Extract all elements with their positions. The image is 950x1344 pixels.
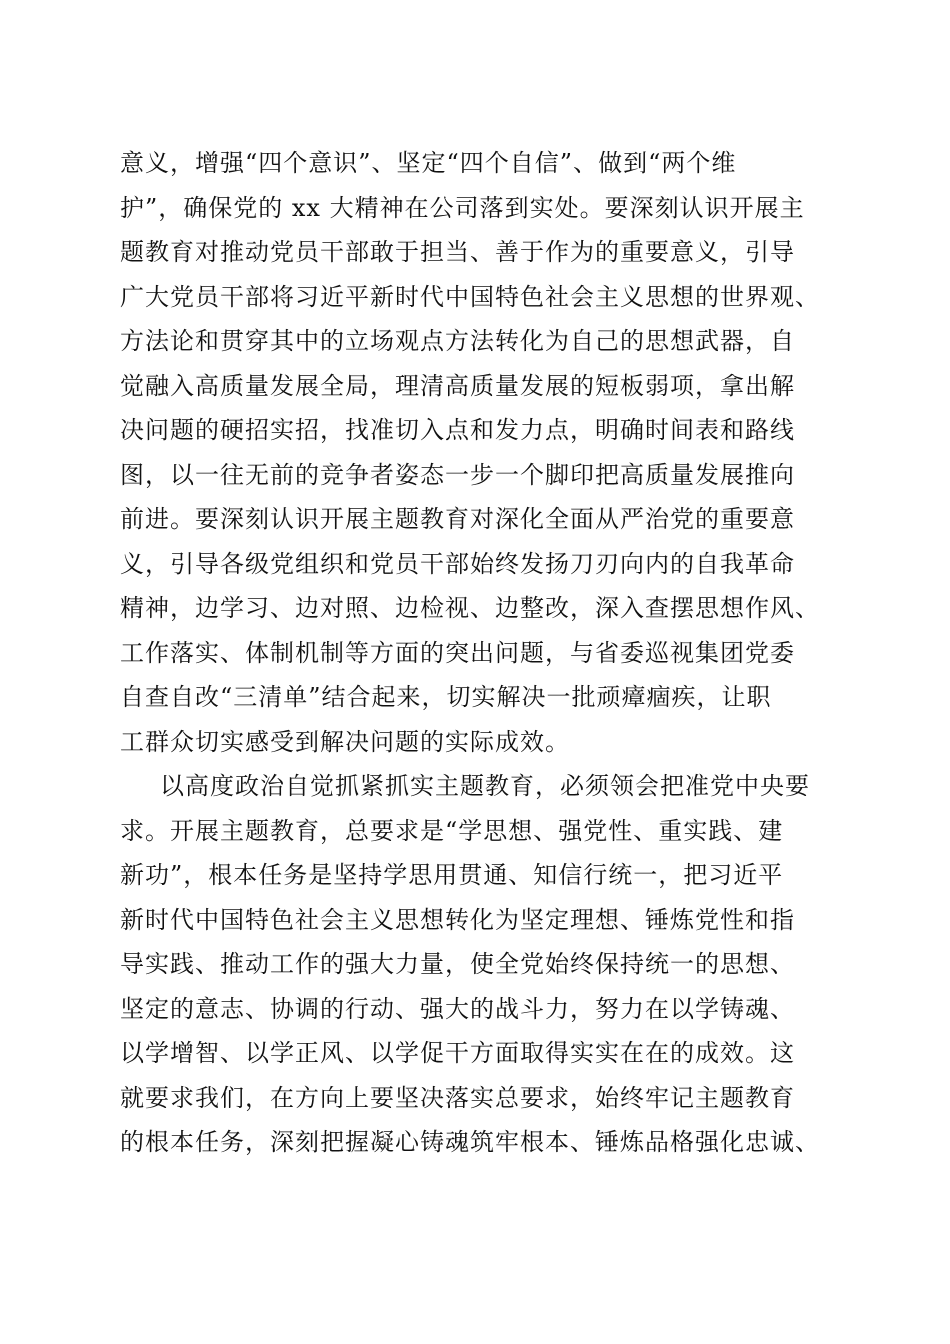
text-line: 护”，确保党的 xx 大精神在公司落到实处。要深刻认识开展主: [120, 193, 805, 222]
text-line: 求。开展主题教育，总要求是“学思想、强党性、重实践、建: [120, 816, 784, 845]
paragraph-1: [120, 141, 840, 764]
text-line: 的根本任务，深刻把握凝心铸魂筑牢根本、锤炼品格强化忠诚、: [120, 1128, 820, 1156]
text-line: 工群众切实感受到解决问题的实际成效。: [120, 727, 570, 756]
text-line: 前进。要深刻认识开展主题教育对深化全面从严治党的重要意: [120, 505, 795, 533]
text-line: 就要求我们，在方向上要坚决落实总要求，始终牢记主题教育: [120, 1083, 795, 1112]
text-line: 觉融入高质量发展全局，理清高质量发展的短板弱项，拿出解: [120, 371, 795, 400]
text-line: 自查自改“三清单”结合起来，切实解决一批顽瘴痼疾，让职: [120, 683, 772, 711]
text-line: 题教育对推动党员干部敢于担当、善于作为的重要意义，引导: [120, 238, 795, 266]
text-line: 新时代中国特色社会主义思想转化为坚定理想、锤炼党性和指: [120, 905, 795, 934]
text-line: 广大党员干部将习近平新时代中国特色社会主义思想的世界观、: [120, 282, 820, 311]
text-line: 以高度政治自觉抓紧抓实主题教育，必须领会把准党中央要: [160, 772, 810, 800]
text-line: 坚定的意志、协调的行动、强大的战斗力，努力在以学铸魂、: [120, 994, 795, 1023]
paragraph-2: [120, 764, 840, 1165]
text-line: 图，以一往无前的竞争者姿态一步一个脚印把高质量发展推向: [120, 460, 795, 489]
text-line: 意义，增强“四个意识”、坚定“四个自信”、做到“两个维: [120, 149, 737, 177]
text-line: 方法论和贯穿其中的立场观点方法转化为自己的思想武器，自: [120, 327, 795, 355]
text-line: 决问题的硬招实招，找准切入点和发力点，明确时间表和路线: [120, 416, 795, 444]
text-line: 导实践、推动工作的强大力量，使全党始终保持统一的思想、: [120, 950, 795, 978]
text-line: 以学增智、以学正风、以学促干方面取得实实在在的成效。这: [120, 1039, 795, 1067]
text-line: 工作落实、体制机制等方面的突出问题，与省委巡视集团党委: [120, 638, 795, 667]
text-line: 精神，边学习、边对照、边检视、边整改，深入查摆思想作风、: [120, 594, 820, 622]
text-line: 新功”，根本任务是坚持学思用贯通、知信行统一，把习近平: [120, 861, 784, 889]
text-line: 义，引导各级党组织和党员干部始终发扬刀刃向内的自我革命: [120, 549, 795, 578]
